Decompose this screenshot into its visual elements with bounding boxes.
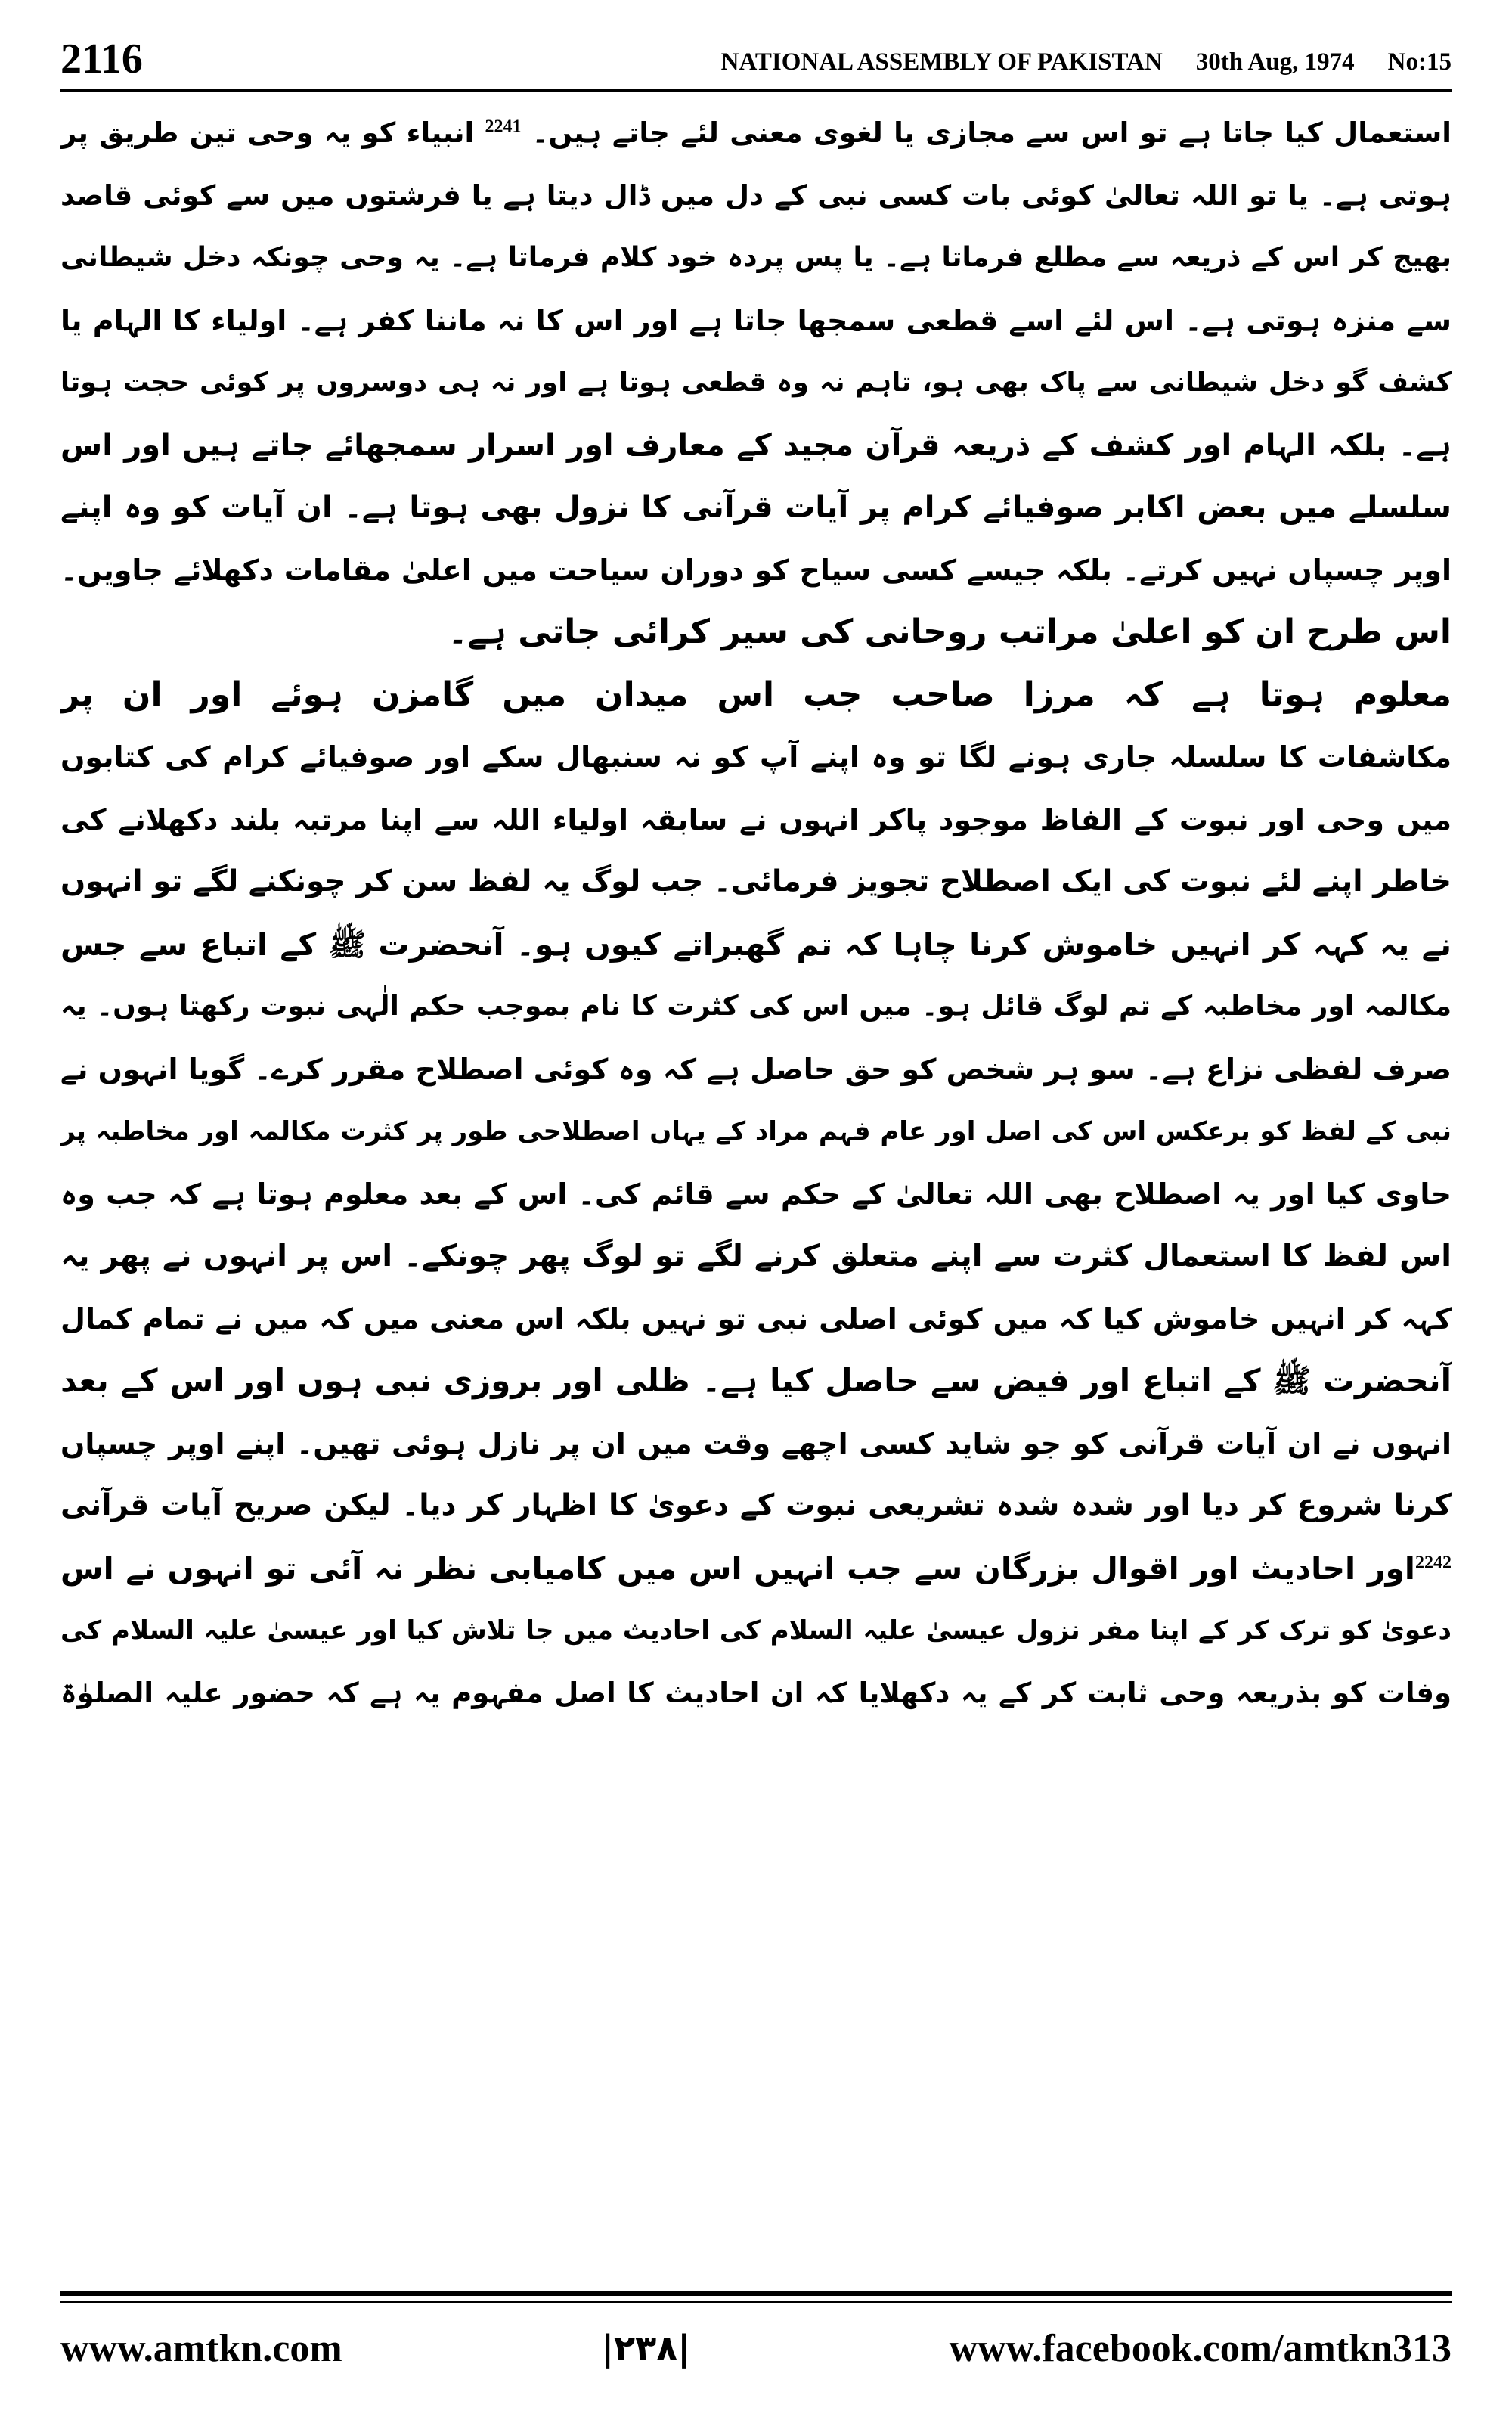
line-text: کہہ کر انہیں خاموش کیا کہ میں کوئی اصلی نبی تو نہیں بلکہ اس معنی میں کہ میں نے تمام کمال [60,1302,1452,1336]
line-text: وفات کو بذریعہ وحی ثابت کر کے یہ دکھلایا کہ ان احادیث کا اصل مفہوم یہ ہے کہ حضور علیہ الصلوٰۃ [60,1676,1452,1709]
footer-page-reference: |۲۳۸| [601,2328,691,2369]
text-line [60,414,1452,477]
text-line [60,664,1452,727]
text-line [60,1537,1452,1600]
line-text: مکالمہ اور مخاطبہ کے تم لوگ قائل ہو۔ میں اس کی کثرت کا نام بموجب حکم الٰہی نبوت رکھتا ہوں۔ یہ [60,991,1452,1022]
text-line [60,290,1452,352]
text-line [60,914,1452,976]
text-line [60,601,1452,664]
assembly-title: NATIONAL ASSEMBLY OF PAKISTAN [720,48,1163,76]
line-text: نے یہ کہہ کر انہیں خاموش کرنا چاہا کہ تم گھبراتے کیوں ہو۔ آنحضرت ﷺ کے اتباع سے جس [60,926,1452,963]
line-text: نبی کے لفظ کو برعکس اس کی اصل اور عام فہم مراد کے یہاں اصطلاحی طور پر کثرت مکالمہ اور مخاطبہ پر [60,1116,1452,1146]
line-text-tail: انبیاء کو یہ وحی تین طریق پر [60,116,485,149]
text-line [60,1163,1452,1226]
footer-divider-thick [60,2291,1452,2296]
text-line [60,1475,1452,1537]
text-line [60,1662,1452,1725]
text-line [60,1599,1452,1662]
line-text: مکاشفات کا سلسلہ جاری ہونے لگا تو وہ اپنے آپ کو نہ سنبھال سکے اور صوفیائے کرام کی کتابوں [60,740,1452,774]
page-header [60,29,1452,82]
line-text: بھیج کر اس کے ذریعہ سے مطلع فرماتا ہے۔ یا پس پردہ خود کلام فرماتا ہے۔ یہ وحی چونکہ دخل شیطانی [60,242,1452,273]
text-line [60,1100,1452,1163]
line-text: خاطر اپنے لئے نبوت کی ایک اصطلاح تجویز فرمائی۔ جب لوگ یہ لفظ سن کر چونکنے لگے تو انہوں [60,864,1452,898]
line-text: اس طرح ان کو اعلیٰ مراتب روحانی کی سیر کرائی جاتی ہے۔ [448,613,1452,651]
session-date: 30th Aug, 1974 [1195,48,1355,76]
text-line [60,1288,1452,1351]
issue-number: No:15 [1387,48,1452,76]
text-line [60,476,1452,539]
urdu-body-text [60,102,1452,2269]
line-text: اور احادیث اور اقوال بزرگان سے جب انہیں اس میں کامیابی نظر نہ آئی تو انہوں نے اس [60,1550,1415,1587]
footer-divider-thin [60,2301,1452,2303]
line-text: آنحضرت ﷺ کے اتباع اور فیض سے حاصل کیا ہے۔ ظلی اور بروزی نبی ہوں اور اس کے بعد [60,1362,1452,1399]
footer-website-link[interactable]: www.amtkn.com [60,2326,342,2370]
line-text: اس لفظ کا استعمال کثرت سے اپنے متعلق کرنے لگے تو لوگ پھر چونکے۔ اس پر انہوں نے پھر یہ [60,1239,1452,1274]
text-line [60,1225,1452,1288]
line-text: استعمال کیا جاتا ہے تو اس سے مجازی یا لغوی معنی لئے جاتے ہیں۔ [521,116,1452,149]
text-line [60,1413,1452,1475]
text-line [60,1038,1452,1101]
text-line [60,165,1452,228]
page-footer [60,2322,1452,2375]
line-text: دعویٰ کو ترک کر کے اپنا مفر نزول عیسیٰ علیہ السلام کی احادیث میں جا تلاش کیا اور عیسیٰ علیہ السلام کی [60,1615,1452,1646]
text-line [60,976,1452,1038]
footer-facebook-link[interactable]: www.facebook.com/amtkn313 [949,2326,1452,2370]
page-number: 2116 [60,36,143,82]
line-text: کرنا شروع کر دیا اور شدہ شدہ تشریعی نبوت کے دعویٰ کا اظہار کر دیا۔ لیکن صریح آیات قرآنی [60,1488,1452,1522]
line-text: اوپر چسپاں نہیں کرتے۔ بلکہ جیسے کسی سیاح کو دوران سیاحت میں اعلیٰ مقامات دکھلائے جاویں۔ [60,553,1452,587]
text-line [60,227,1452,290]
line-text: ہے۔ بلکہ الہام اور کشف کے ذریعہ قرآن مجید کے معارف اور اسرار سمجھائے جاتے ہیں اور اس [60,427,1452,463]
header-divider [60,89,1452,92]
text-line [60,539,1452,602]
text-line [60,352,1452,414]
line-text: حاوی کیا اور یہ اصطلاح بھی اللہ تعالیٰ کے حکم سے قائم کی۔ اس کے بعد معلوم ہوتا ہے کہ جب وہ [60,1177,1452,1211]
footnote-marker: 2241 [485,116,522,137]
line-text: میں وحی اور نبوت کے الفاظ موجود پاکر انہوں نے سابقہ اولیاء اللہ سے اپنا مرتبہ بلند دکھلانے کی [60,802,1452,836]
line-text: معلوم ہوتا ہے کہ مرزا صاحب جب اس میدان میں گامزن ہوئے اور ان پر [60,675,1452,714]
text-line [60,789,1452,852]
line-text: کشف گو دخل شیطانی سے پاک بھی ہو، تاہم نہ وہ قطعی ہوتا ہے اور نہ ہی دوسروں پر کوئی حجت ہوتا [60,368,1452,398]
text-line [60,726,1452,789]
line-text: صرف لفظی نزاع ہے۔ سو ہر شخص کو حق حاصل ہے کہ وہ کوئی اصطلاح مقرر کرے۔ گویا انہوں نے [60,1052,1452,1086]
text-line [60,851,1452,914]
line-text: ہوتی ہے۔ یا تو اللہ تعالیٰ کوئی بات کسی نبی کے دل میں ڈال دیتا ہے یا فرشتوں میں سے کوئی قاصد [60,178,1452,212]
header-info [721,47,1452,82]
line-text: سلسلے میں بعض اکابر صوفیائے کرام پر آیات قرآنی کا نزول بھی ہوتا ہے۔ ان آیات کو وہ اپنے [60,490,1452,525]
footnote-marker: 2242 [1415,1552,1452,1572]
text-line [60,102,1452,165]
line-text: انہوں نے ان آیات قرآنی کو جو شاید کسی اچھے وقت میں ان پر نازل ہوئی تھیں۔ اپنے اوپر چسپاں [60,1426,1452,1460]
text-line [60,1350,1452,1413]
line-text: سے منزہ ہوتی ہے۔ اس لئے اسے قطعی سمجھا جاتا ہے اور اس کا نہ ماننا کفر ہے۔ اولیاء کا الہام یا [60,303,1452,337]
